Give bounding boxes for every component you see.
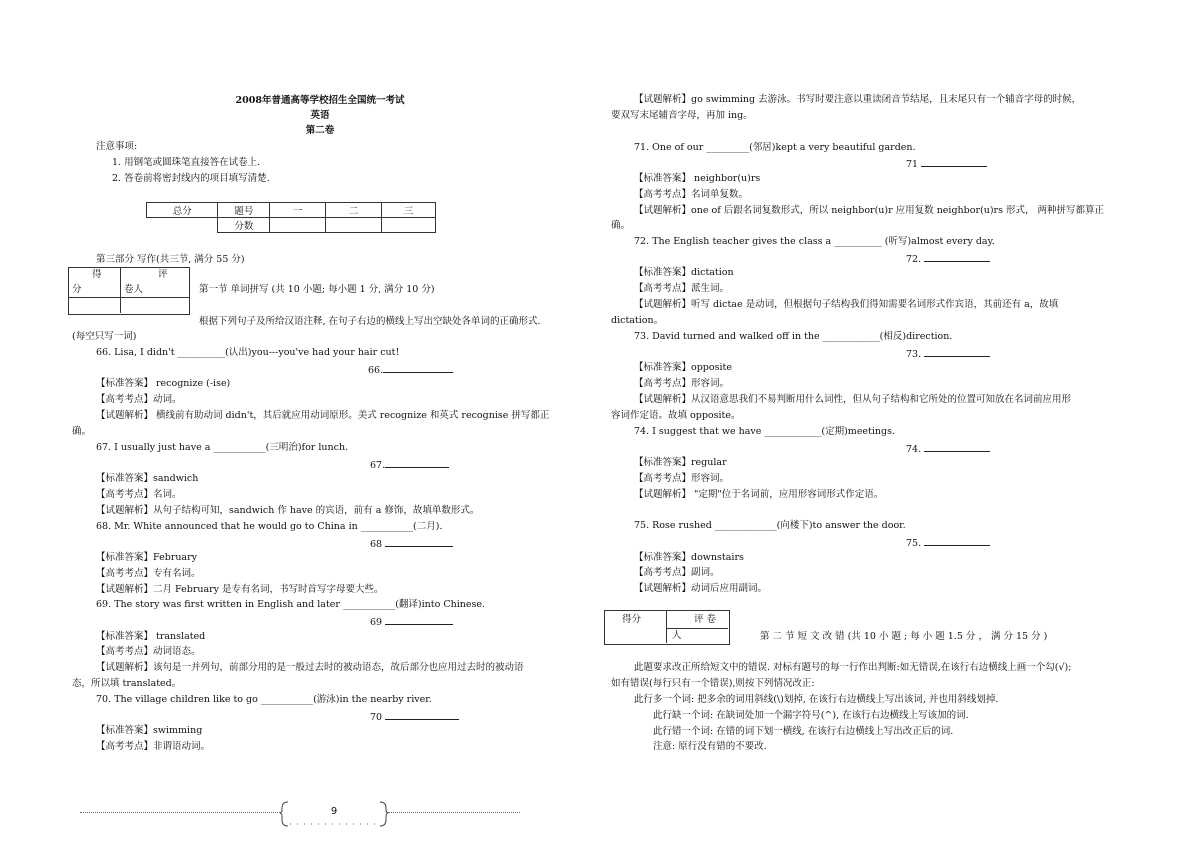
footer-rule-right: [388, 812, 520, 813]
q70-text: 70. The village children like to go ___________(游泳)in the nearby river.: [96, 694, 432, 705]
q73-explanation: 【试题解析】从汉语意思我们不易判断用什么词性，但从句子结构和它所处的位置可知放在名词前应用形: [634, 394, 1072, 405]
section1-instruction: 根据下列句子及所给汉语注释, 在句子右边的横线上写出空缺处各单词的正确形式.: [199, 316, 541, 327]
q71-explanation-2: 确。: [611, 220, 631, 231]
q71-answer-slot: [906, 156, 987, 171]
q69-answer-slot: [370, 614, 453, 629]
grader-reviewer-label-2: 卷人: [124, 284, 144, 295]
score-cell: 总分: [147, 203, 218, 218]
grader-score-label: 得: [92, 269, 102, 280]
q67-point: 【高考考点】名词。: [96, 489, 182, 500]
q72-explanation: 【试题解析】听写 dictae 是动词，但根据句子结构我们得知需要名词形式作宾语，其前还有 a，故填: [634, 299, 1059, 310]
q67-answer-slot: [370, 457, 449, 472]
score-cell: 一: [270, 203, 326, 218]
q75-answer-slot: [906, 535, 990, 550]
q66-answer-line[interactable]: [383, 362, 453, 373]
q75-answer: 【标准答案】downstairs: [634, 552, 744, 563]
grader-box-divider: [120, 267, 121, 313]
q66-answer-slot: [368, 362, 453, 377]
q71-answer: 【标准答案】 neighbor(u)rs: [634, 173, 761, 184]
q75-answer-line[interactable]: [924, 535, 990, 546]
q67-text: 67. I usually just have a ___________(三明治)for lunch.: [96, 442, 349, 453]
grader-right-score: 得分: [622, 614, 642, 625]
section2-line-2: 如有错误(每行只有一个错误),则按下列情况改正:: [611, 678, 815, 689]
q74-num: 74.: [906, 444, 922, 455]
q70-explanation-2: 要双写末尾辅音字母，再加 ing。: [611, 110, 753, 121]
exam-title: 2008年普通高等学校招生全国统一考试: [235, 95, 405, 106]
q67-num: 67.: [370, 460, 386, 471]
section2-line-5: 此行错一个词: 在错的词下划一横线, 在该行右边横线上写出改正后的词.: [653, 726, 954, 737]
q68-text: 68. Mr. White announced that he would go to China in ___________(二月).: [96, 521, 443, 532]
score-cell: 题号: [218, 203, 270, 218]
part3-title: 第三部分 写作(共三节, 满分 55 分): [96, 254, 245, 265]
q69-explanation-2: 态，所以填 translated。: [72, 678, 182, 689]
q70-answer-line[interactable]: [385, 709, 459, 720]
q66-answer: 【标准答案】 recognize (-ise): [96, 378, 231, 389]
q73-explanation-2: 容词作定语。故填 opposite。: [611, 410, 741, 421]
q66-point: 【高考考点】动词。: [96, 394, 182, 405]
q73-text: 73. David turned and walked off in the ____________(相反)direction.: [634, 331, 953, 342]
q69-answer-line[interactable]: [385, 614, 453, 625]
grader-right-reviewer: 评 卷: [694, 614, 717, 625]
q68-answer-line[interactable]: [385, 536, 453, 547]
q73-point: 【高考考点】形容词。: [634, 378, 730, 389]
q70-explanation: 【试题解析】go swimming 去游泳。书写时要注意以重读闭音节结尾，且末尾只有一个辅音字母的时候，: [634, 94, 1082, 105]
q68-explanation: 【试题解析】二月 February 是专有名词，书写时首写字母要大些。: [96, 584, 384, 595]
q66-text: 66. Lisa, I didn't __________(认出)you---you've had your hair cut!: [96, 347, 400, 358]
q72-answer-slot: [906, 251, 990, 266]
q73-answer: 【标准答案】opposite: [634, 362, 732, 373]
q72-text: 72. The English teacher gives the class a __________ (听写)almost every day.: [634, 236, 995, 247]
q72-answer: 【标准答案】dictation: [634, 267, 734, 278]
grader-right-reviewer-2: 人: [672, 630, 682, 641]
q66-explanation-2: 确。: [72, 426, 92, 437]
section1-title: 第一节 单词拼写 (共 10 小题; 每小题 1 分, 满分 10 分): [199, 284, 435, 295]
grader-box-hline: [68, 297, 189, 298]
notes-heading: 注意事项:: [96, 141, 138, 152]
section2-line-3: 此行多一个词: 把多余的词用斜线(\)划掉, 在该行右边横线上写出该词, 并也用斜线划掉.: [634, 694, 999, 705]
score-cell: [147, 218, 218, 233]
q68-num: 68: [370, 539, 383, 550]
section2-line-6: 注意: 原行没有错的不要改.: [653, 741, 767, 752]
section1-instruction-2: (每空只写一词): [72, 331, 137, 342]
section2-title: 第 二 节 短 文 改 错 (共 10 小 题 ; 每 小 题 1.5 分 ， 满 分 15 分 ): [760, 631, 1048, 642]
q68-answer: 【标准答案】February: [96, 552, 198, 563]
section2-line-1: 此题要求改正所给短文中的错误. 对标有题号的每一行作出判断:如无错误,在该行右边横线上画一个勾(√);: [634, 662, 1072, 673]
q74-answer-line[interactable]: [924, 441, 990, 452]
q69-explanation: 【试题解析】该句是一并列句，前部分用的是一般过去时的被动语态，故后部分也应用过去时的被动语: [96, 662, 524, 673]
q70-point: 【高考考点】非谓语动词。: [96, 741, 211, 752]
q74-text: 74. I suggest that we have ____________(定期)meetings.: [634, 426, 896, 437]
q69-answer: 【标准答案】 translated: [96, 631, 206, 642]
exam-volume: 第二卷: [305, 125, 335, 136]
q71-answer-line[interactable]: [921, 156, 987, 167]
q72-point: 【高考考点】派生词。: [634, 283, 730, 294]
q70-num: 70: [370, 712, 383, 723]
q68-answer-slot: [370, 536, 453, 551]
score-cell: 二: [326, 203, 382, 218]
notes-item-1: 1. 用钢笔或圆珠笔直接答在试卷上.: [112, 157, 261, 168]
q71-point: 【高考考点】名词单复数。: [634, 189, 749, 200]
q74-answer-slot: [906, 441, 990, 456]
score-cell: [382, 218, 436, 233]
score-cell: [326, 218, 382, 233]
q75-point: 【高考考点】副词。: [634, 567, 720, 578]
q67-answer-line[interactable]: [385, 457, 449, 468]
q75-explanation: 【试题解析】动词后应用副词。: [634, 583, 768, 594]
q72-explanation-2: dictation。: [611, 315, 664, 326]
grader-score-label-2: 分: [72, 284, 82, 295]
score-cell: 三: [382, 203, 436, 218]
q73-answer-slot: [906, 346, 990, 361]
score-table: [146, 202, 436, 233]
page-number: 9: [330, 806, 338, 817]
q71-explanation: 【试题解析】one of 后跟名词复数形式，所以 neighbor(u)r 应用复数 neighbor(u)rs 形式， 两种拼写都算正: [634, 205, 1104, 216]
grader-reviewer-label: 评: [158, 269, 168, 280]
grader-box-right-divider: [666, 610, 667, 643]
q71-text: 71. One of our _________(邻居)kept a very beautiful garden.: [634, 142, 916, 153]
score-cell: 分数: [218, 218, 270, 233]
q74-explanation: 【试题解析】 "定期"位于名词前，应用形容词形式作定语。: [634, 489, 884, 500]
q70-answer-slot: [370, 709, 459, 724]
exam-subject: 英语: [310, 110, 330, 121]
q67-explanation: 【试题解析】从句子结构可知，sandwich 作 have 的宾语，前有 a 修饰，故填单数形式。: [96, 505, 480, 516]
q73-answer-line[interactable]: [924, 346, 990, 357]
q66-num: 66.: [368, 365, 384, 376]
q73-num: 73.: [906, 349, 922, 360]
q72-num: 72.: [906, 254, 922, 265]
section2-line-4: 此行缺一个词: 在缺词处加一个漏字符号(^), 在该行右边横线上写该加的词.: [653, 710, 969, 721]
q75-text: 75. Rose rushed _____________(向楼下)to answer the door.: [634, 520, 906, 531]
q67-answer: 【标准答案】sandwich: [96, 473, 199, 484]
q69-point: 【高考考点】动词语态。: [96, 646, 201, 657]
q75-num: 75.: [906, 538, 922, 549]
footer-rule-left: [80, 812, 280, 813]
q70-answer: 【标准答案】swimming: [96, 725, 203, 736]
q71-num: 71: [906, 159, 919, 170]
q74-answer: 【标准答案】regular: [634, 457, 727, 468]
q68-point: 【高考考点】专有名词。: [96, 568, 201, 579]
score-cell: [270, 218, 326, 233]
q74-point: 【高考考点】形容词。: [634, 473, 730, 484]
q72-answer-line[interactable]: [924, 251, 990, 262]
q69-text: 69. The story was first written in English and later ___________(翻译)into Chinese.: [96, 599, 485, 610]
q69-num: 69: [370, 617, 383, 628]
notes-item-2: 2. 答卷前将密封线内的项目填写清楚.: [112, 173, 270, 184]
q66-explanation: 【试题解析】 横线前有助动词 didn't，其后就应用动词原形。美式 recognize 和英式 recognise 拼写都正: [96, 410, 550, 421]
